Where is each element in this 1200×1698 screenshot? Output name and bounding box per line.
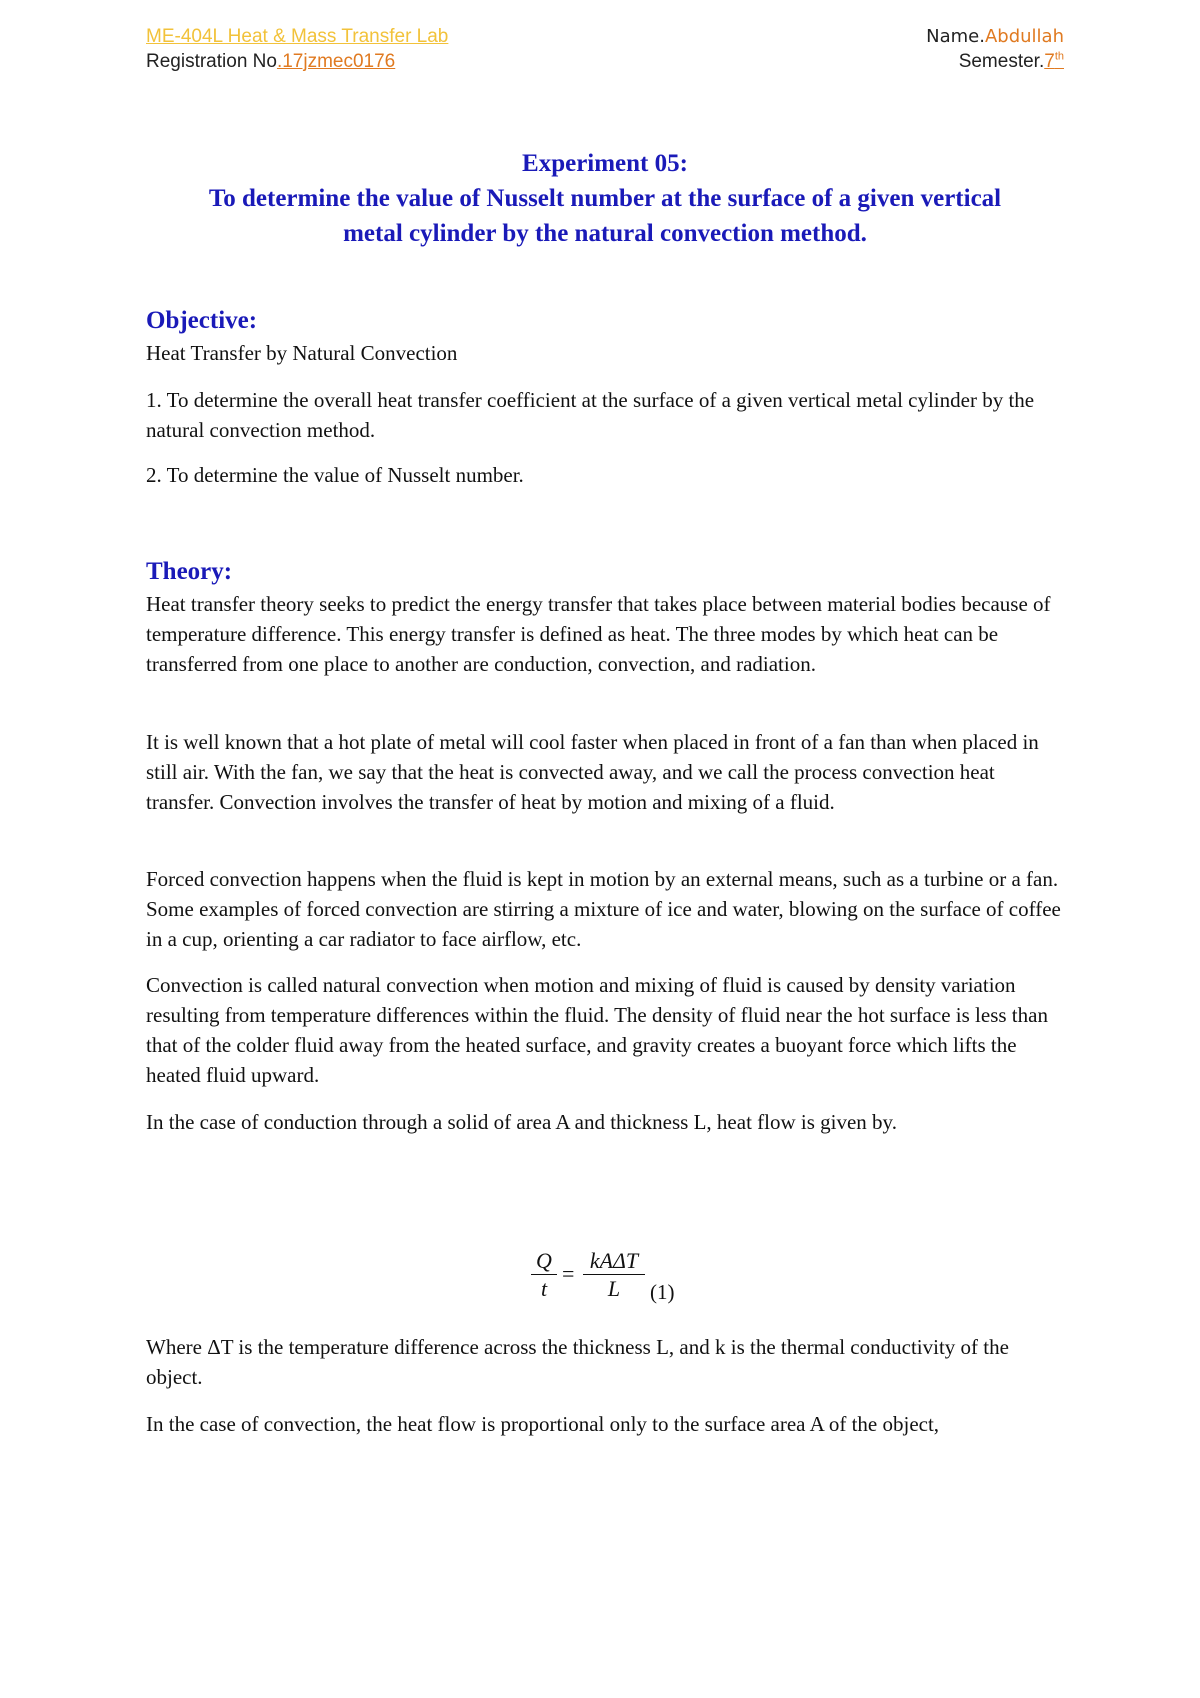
lhs-numerator: Q <box>531 1248 557 1275</box>
rhs-fraction <box>583 1248 645 1303</box>
rhs-numerator: kAΔT <box>583 1248 645 1275</box>
equation-number: (1) <box>650 1280 675 1304</box>
theory-paragraph-7: In the case of convection, the heat flow is proportional only to the surface area A of the object, <box>146 1412 940 1436</box>
title-line-1: Experiment 05: <box>522 150 688 177</box>
theory-paragraph-3: Forced convection happens when the fluid is kept in motion by an external means, such as a turbine or a fan. Some examples of forced convection are stirring a mixture of ice and water, blowing on the surface of coffee in a cup, orienting a car radiator to face airflow, etc. <box>146 867 1061 951</box>
theory-paragraph-2: It is well known that a hot plate of metal will cool faster when placed in front of a fan than when placed in still air. With the fan, we say that the heat is convected away, and we call the process convection heat transfer. Convection involves the transfer of heat by motion and mixing of a fluid. <box>146 730 1039 814</box>
name-label: Name. <box>926 26 985 47</box>
header-left <box>146 24 448 74</box>
title-line-2: To determine the value of Nusselt number at the surface of a given vertical <box>208 185 1002 212</box>
objective-subtitle: Heat Transfer by Natural Convection <box>146 341 458 365</box>
experiment-title <box>146 146 1064 251</box>
theory-paragraph-4: Convection is called natural convection when motion and mixing of fluid is caused by density variation resulting from temperature differences within the fluid. The density of fluid near the hot surface is less than that of the colder fluid away from the heated surface, and gravity creates a buoyant force which lifts the heated fluid upward. <box>146 973 1048 1087</box>
registration-label: Registration No <box>146 51 277 72</box>
objective-heading: Objective: <box>146 307 258 334</box>
theory-paragraph-6: Where ΔT is the temperature difference across the thickness L, and k is the thermal conductivity of the object. <box>146 1335 1009 1389</box>
rhs-denominator: L <box>607 1276 621 1301</box>
equals-sign: = <box>562 1261 575 1286</box>
semester-value <box>1044 51 1064 72</box>
theory-heading: Theory: <box>146 558 233 585</box>
semester-suffix: th <box>1054 50 1064 63</box>
objective-item-2: 2. To determine the value of Nusselt number. <box>146 463 524 487</box>
registration-number: .17jzmec0176 <box>276 51 396 72</box>
semester-number: 7 <box>1044 51 1055 72</box>
lhs-denominator: t <box>540 1276 548 1301</box>
lhs-fraction <box>531 1248 557 1303</box>
title-line-3: metal cylinder by the natural convection method. <box>343 220 867 247</box>
objective-item-1: 1. To determine the overall heat transfer coefficient at the surface of a given vertical metal cylinder by the natural convection method. <box>146 388 1035 442</box>
student-name: Abdullah <box>984 26 1064 47</box>
header-right <box>926 24 1064 74</box>
course-title: ME-404L Heat & Mass Transfer Lab <box>146 26 449 47</box>
theory-paragraph-1: Heat transfer theory seeks to predict the energy transfer that takes place between material bodies because of temperature difference. This energy transfer is defined as heat. The three modes by which heat can be transferred from one place to another are conduction, convection, and radiation. <box>146 592 1051 676</box>
semester-label: Semester. <box>958 51 1045 72</box>
theory-paragraph-5: In the case of conduction through a solid of area A and thickness L, heat flow is given by. <box>146 1110 897 1134</box>
